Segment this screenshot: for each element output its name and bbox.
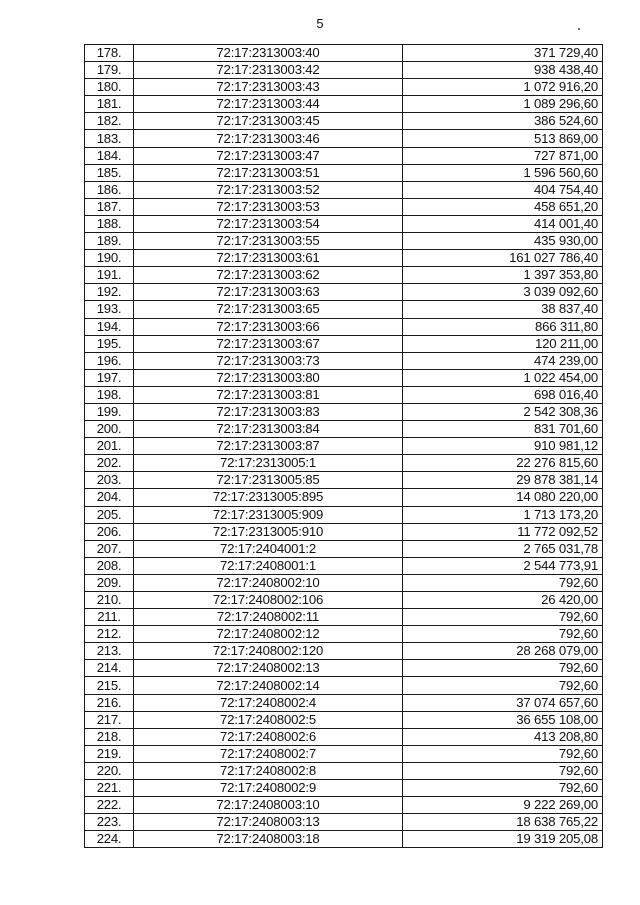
table-row <box>85 130 603 147</box>
table-row <box>85 79 603 96</box>
cadastral-number: 72:17:2313003:80 <box>134 369 403 386</box>
table-row <box>85 335 603 352</box>
cadastral-value: 792,60 <box>403 762 603 779</box>
row-number: 195. <box>85 335 134 352</box>
cadastral-number: 72:17:2408003:18 <box>134 831 403 848</box>
row-number: 219. <box>85 745 134 762</box>
row-number: 214. <box>85 660 134 677</box>
cadastral-value: 1 596 560,60 <box>403 164 603 181</box>
cadastral-value: 120 211,00 <box>403 335 603 352</box>
cadastral-value: 831 701,60 <box>403 421 603 438</box>
cadastral-number: 72:17:2408002:7 <box>134 745 403 762</box>
row-number: 199. <box>85 403 134 420</box>
cadastral-value: 3 039 092,60 <box>403 284 603 301</box>
cadastral-number: 72:17:2313003:42 <box>134 62 403 79</box>
table-row <box>85 421 603 438</box>
row-number: 209. <box>85 574 134 591</box>
cadastral-number: 72:17:2408003:10 <box>134 797 403 814</box>
row-number: 187. <box>85 198 134 215</box>
cadastral-number: 72:17:2408002:10 <box>134 574 403 591</box>
cadastral-value: 513 869,00 <box>403 130 603 147</box>
cadastral-value: 792,60 <box>403 660 603 677</box>
cadastral-value: 386 524,60 <box>403 113 603 130</box>
table-row <box>85 250 603 267</box>
table-row <box>85 352 603 369</box>
row-number: 179. <box>85 62 134 79</box>
cadastral-value: 414 001,40 <box>403 215 603 232</box>
cadastral-number: 72:17:2313003:83 <box>134 403 403 420</box>
cadastral-value: 371 729,40 <box>403 45 603 62</box>
row-number: 186. <box>85 181 134 198</box>
table-row <box>85 403 603 420</box>
page-number: 5 <box>316 16 324 31</box>
cadastral-value: 792,60 <box>403 609 603 626</box>
row-number: 205. <box>85 506 134 523</box>
table-row <box>85 284 603 301</box>
cadastral-number: 72:17:2313005:1 <box>134 455 403 472</box>
cadastral-number: 72:17:2313003:87 <box>134 438 403 455</box>
row-number: 203. <box>85 472 134 489</box>
cadastral-value: 38 837,40 <box>403 301 603 318</box>
cadastral-number: 72:17:2408002:6 <box>134 728 403 745</box>
row-number: 185. <box>85 164 134 181</box>
cadastral-value: 26 420,00 <box>403 592 603 609</box>
table-row <box>85 592 603 609</box>
table-row <box>85 147 603 164</box>
cadastral-value: 19 319 205,08 <box>403 831 603 848</box>
table-row <box>85 557 603 574</box>
row-number: 188. <box>85 215 134 232</box>
row-number: 180. <box>85 79 134 96</box>
cadastral-value: 404 754,40 <box>403 181 603 198</box>
table-row <box>85 745 603 762</box>
table-row <box>85 626 603 643</box>
table-row <box>85 780 603 797</box>
cadastral-value: 37 074 657,60 <box>403 694 603 711</box>
cadastral-value: 435 930,00 <box>403 233 603 250</box>
cadastral-number: 72:17:2313003:81 <box>134 386 403 403</box>
cadastral-number: 72:17:2313003:52 <box>134 181 403 198</box>
cadastral-number: 72:17:2313003:62 <box>134 267 403 284</box>
cadastral-number: 72:17:2408002:9 <box>134 780 403 797</box>
cadastral-number: 72:17:2313003:40 <box>134 45 403 62</box>
table-row <box>85 574 603 591</box>
row-number: 215. <box>85 677 134 694</box>
cadastral-value: 1 089 296,60 <box>403 96 603 113</box>
row-number: 189. <box>85 233 134 250</box>
cadastral-number: 72:17:2313003:67 <box>134 335 403 352</box>
cadastral-value: 727 871,00 <box>403 147 603 164</box>
table-row <box>85 386 603 403</box>
cadastral-value: 1 022 454,00 <box>403 369 603 386</box>
cadastral-number: 72:17:2313005:910 <box>134 523 403 540</box>
row-number: 224. <box>85 831 134 848</box>
cadastral-value: 28 268 079,00 <box>403 643 603 660</box>
row-number: 194. <box>85 318 134 335</box>
row-number: 178. <box>85 45 134 62</box>
table-row <box>85 523 603 540</box>
row-number: 204. <box>85 489 134 506</box>
table-row <box>85 45 603 62</box>
row-number: 211. <box>85 609 134 626</box>
table-row <box>85 711 603 728</box>
row-number: 223. <box>85 814 134 831</box>
cadastral-number: 72:17:2313003:63 <box>134 284 403 301</box>
cadastral-number: 72:17:2408002:11 <box>134 609 403 626</box>
cadastral-number: 72:17:2313003:44 <box>134 96 403 113</box>
cadastral-number: 72:17:2408002:106 <box>134 592 403 609</box>
row-number: 182. <box>85 113 134 130</box>
table-row <box>85 831 603 848</box>
table-row <box>85 694 603 711</box>
row-number: 196. <box>85 352 134 369</box>
cadastral-number: 72:17:2408002:120 <box>134 643 403 660</box>
row-number: 213. <box>85 643 134 660</box>
row-number: 222. <box>85 797 134 814</box>
cadastral-value: 1 072 916,20 <box>403 79 603 96</box>
row-number: 193. <box>85 301 134 318</box>
row-number: 202. <box>85 455 134 472</box>
cadastral-number: 72:17:2313003:53 <box>134 198 403 215</box>
cadastral-number: 72:17:2404001:2 <box>134 540 403 557</box>
cadastral-number: 72:17:2313003:73 <box>134 352 403 369</box>
table-row <box>85 472 603 489</box>
row-number: 206. <box>85 523 134 540</box>
row-number: 200. <box>85 421 134 438</box>
cadastral-number: 72:17:2313005:909 <box>134 506 403 523</box>
row-number: 216. <box>85 694 134 711</box>
row-number: 192. <box>85 284 134 301</box>
cadastral-value: 2 542 308,36 <box>403 403 603 420</box>
table-row <box>85 215 603 232</box>
table-row <box>85 540 603 557</box>
table-row <box>85 762 603 779</box>
cadastral-number: 72:17:2408002:12 <box>134 626 403 643</box>
table-row <box>85 660 603 677</box>
cadastral-number: 72:17:2408001:1 <box>134 557 403 574</box>
cadastral-value: 792,60 <box>403 677 603 694</box>
cadastral-number: 72:17:2313003:54 <box>134 215 403 232</box>
row-number: 181. <box>85 96 134 113</box>
table-row <box>85 369 603 386</box>
cadastral-value: 792,60 <box>403 745 603 762</box>
cadastral-number: 72:17:2408003:13 <box>134 814 403 831</box>
table-row <box>85 96 603 113</box>
table-row <box>85 198 603 215</box>
cadastral-number: 72:17:2408002:5 <box>134 711 403 728</box>
table-row <box>85 62 603 79</box>
table-row <box>85 267 603 284</box>
cadastral-number: 72:17:2408002:8 <box>134 762 403 779</box>
row-number: 183. <box>85 130 134 147</box>
cadastral-number: 72:17:2408002:14 <box>134 677 403 694</box>
cadastral-number: 72:17:2313003:84 <box>134 421 403 438</box>
table-row <box>85 164 603 181</box>
row-number: 190. <box>85 250 134 267</box>
cadastral-value: 458 651,20 <box>403 198 603 215</box>
cadastral-value: 11 772 092,52 <box>403 523 603 540</box>
cadastral-value: 698 016,40 <box>403 386 603 403</box>
cadastral-number: 72:17:2313003:51 <box>134 164 403 181</box>
cadastral-number: 72:17:2313003:66 <box>134 318 403 335</box>
table-row <box>85 301 603 318</box>
cadastral-value: 413 208,80 <box>403 728 603 745</box>
table-row <box>85 609 603 626</box>
row-number: 201. <box>85 438 134 455</box>
table-row <box>85 318 603 335</box>
row-number: 184. <box>85 147 134 164</box>
cadastral-value: 792,60 <box>403 780 603 797</box>
row-number: 207. <box>85 540 134 557</box>
table-row <box>85 233 603 250</box>
table-row <box>85 181 603 198</box>
cadastral-value: 2 544 773,91 <box>403 557 603 574</box>
cadastral-number: 72:17:2313003:43 <box>134 79 403 96</box>
cadastral-number: 72:17:2313005:895 <box>134 489 403 506</box>
table-row <box>85 455 603 472</box>
row-number: 208. <box>85 557 134 574</box>
row-number: 212. <box>85 626 134 643</box>
row-number: 210. <box>85 592 134 609</box>
row-number: 198. <box>85 386 134 403</box>
table-row <box>85 113 603 130</box>
table-row <box>85 489 603 506</box>
cadastral-value: 1 397 353,80 <box>403 267 603 284</box>
cadastral-value: 161 027 786,40 <box>403 250 603 267</box>
cadastral-value: 792,60 <box>403 574 603 591</box>
cadastral-value: 2 765 031,78 <box>403 540 603 557</box>
table-row <box>85 677 603 694</box>
table-row <box>85 506 603 523</box>
table-row <box>85 814 603 831</box>
cadastral-value: 18 638 765,22 <box>403 814 603 831</box>
table-row <box>85 643 603 660</box>
row-number: 217. <box>85 711 134 728</box>
scan-speck <box>578 28 580 30</box>
cadastral-number: 72:17:2313003:46 <box>134 130 403 147</box>
cadastral-number: 72:17:2408002:13 <box>134 660 403 677</box>
cadastral-value: 474 239,00 <box>403 352 603 369</box>
cadastral-number: 72:17:2313003:55 <box>134 233 403 250</box>
cadastral-number: 72:17:2313003:45 <box>134 113 403 130</box>
cadastral-number: 72:17:2313003:47 <box>134 147 403 164</box>
cadastral-value: 36 655 108,00 <box>403 711 603 728</box>
cadastral-number: 72:17:2313003:61 <box>134 250 403 267</box>
table-row <box>85 438 603 455</box>
cadastral-value: 22 276 815,60 <box>403 455 603 472</box>
cadastral-value: 9 222 269,00 <box>403 797 603 814</box>
cadastral-value: 14 080 220,00 <box>403 489 603 506</box>
cadastral-number: 72:17:2408002:4 <box>134 694 403 711</box>
row-number: 191. <box>85 267 134 284</box>
cadastral-value-table <box>84 44 603 848</box>
table-row <box>85 728 603 745</box>
table-row <box>85 797 603 814</box>
cadastral-value: 938 438,40 <box>403 62 603 79</box>
cadastral-value: 866 311,80 <box>403 318 603 335</box>
table-body <box>85 45 603 848</box>
cadastral-value: 29 878 381,14 <box>403 472 603 489</box>
row-number: 221. <box>85 780 134 797</box>
cadastral-value: 1 713 173,20 <box>403 506 603 523</box>
row-number: 197. <box>85 369 134 386</box>
cadastral-number: 72:17:2313005:85 <box>134 472 403 489</box>
row-number: 220. <box>85 762 134 779</box>
cadastral-number: 72:17:2313003:65 <box>134 301 403 318</box>
cadastral-value: 792,60 <box>403 626 603 643</box>
cadastral-value: 910 981,12 <box>403 438 603 455</box>
row-number: 218. <box>85 728 134 745</box>
